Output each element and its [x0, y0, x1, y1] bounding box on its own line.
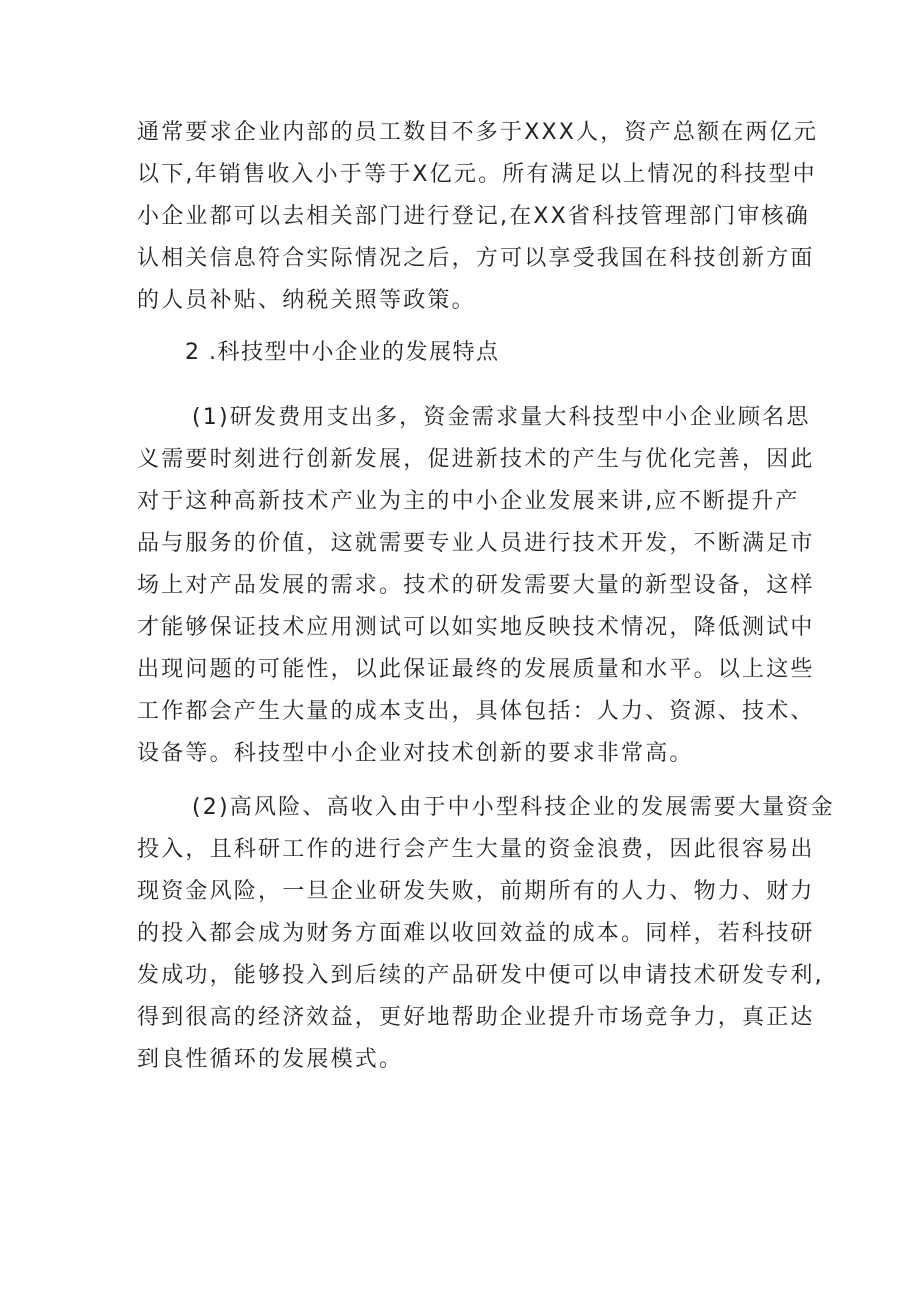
paragraph-line: 认相关信息符合实际情况之后，方可以享受我国在科技创新方面 [137, 246, 815, 271]
paragraph-line: 小企业都可以去相关部门进行登记,在XX省科技管理部门审核确 [137, 204, 810, 229]
paragraph-line: (1)研发费用支出多，资金需求量大科技型中小企业顾名思 [192, 405, 811, 430]
paragraph-line: 工作都会产生大量的成本支出，具体包括：人力、资源、技术、 [137, 699, 815, 724]
paragraph-line: 到良性循环的发展模式。 [137, 1047, 404, 1072]
paragraph-line: (2)高风险、高收入由于中小型科技企业的发展需要大量资金 [192, 795, 835, 820]
section-heading: 2 .科技型中小企业的发展特点 [185, 340, 500, 365]
paragraph-line: 场上对产品发展的需求。技术的研发需要大量的新型设备，这样 [137, 573, 815, 598]
paragraph-line: 投入，且科研工作的进行会产生大量的资金浪费，因此很容易出 [137, 837, 815, 862]
paragraph-line: 通常要求企业内部的员工数目不多于XXX人，资产总额在两亿元 [137, 120, 819, 145]
paragraph-line: 对于这种高新技术产业为主的中小企业发展来讲,应不断提升产 [137, 489, 800, 514]
paragraph-line: 义需要时刻进行创新发展，促进新技术的产生与优化完善，因此 [137, 447, 815, 472]
paragraph-line: 的人员补贴、纳税关照等政策。 [137, 288, 476, 313]
paragraph-line: 品与服务的价值，这就需要专业人员进行技术开发，不断满足市 [137, 531, 815, 556]
paragraph-line: 设备等。科技型中小企业对技术创新的要求非常高。 [137, 741, 694, 766]
paragraph-line: 发成功，能够投入到后续的产品研发中便可以申请技术研发专利, [137, 963, 824, 988]
paragraph-line: 出现问题的可能性，以此保证最终的发展质量和水平。以上这些 [137, 657, 815, 682]
paragraph-line: 才能够保证技术应用测试可以如实地反映技术情况，降低测试中 [137, 615, 815, 640]
paragraph-line: 以下,年销售收入小于等于X亿元。所有满足以上情况的科技型中 [137, 162, 817, 187]
paragraph-line: 的投入都会成为财务方面难以收回效益的成本。同样，若科技研 [137, 921, 815, 946]
paragraph-line: 现资金风险，一旦企业研发失败，前期所有的人力、物力、财力 [137, 879, 815, 904]
paragraph-line: 得到很高的经济效益，更好地帮助企业提升市场竞争力，真正达 [137, 1005, 815, 1030]
